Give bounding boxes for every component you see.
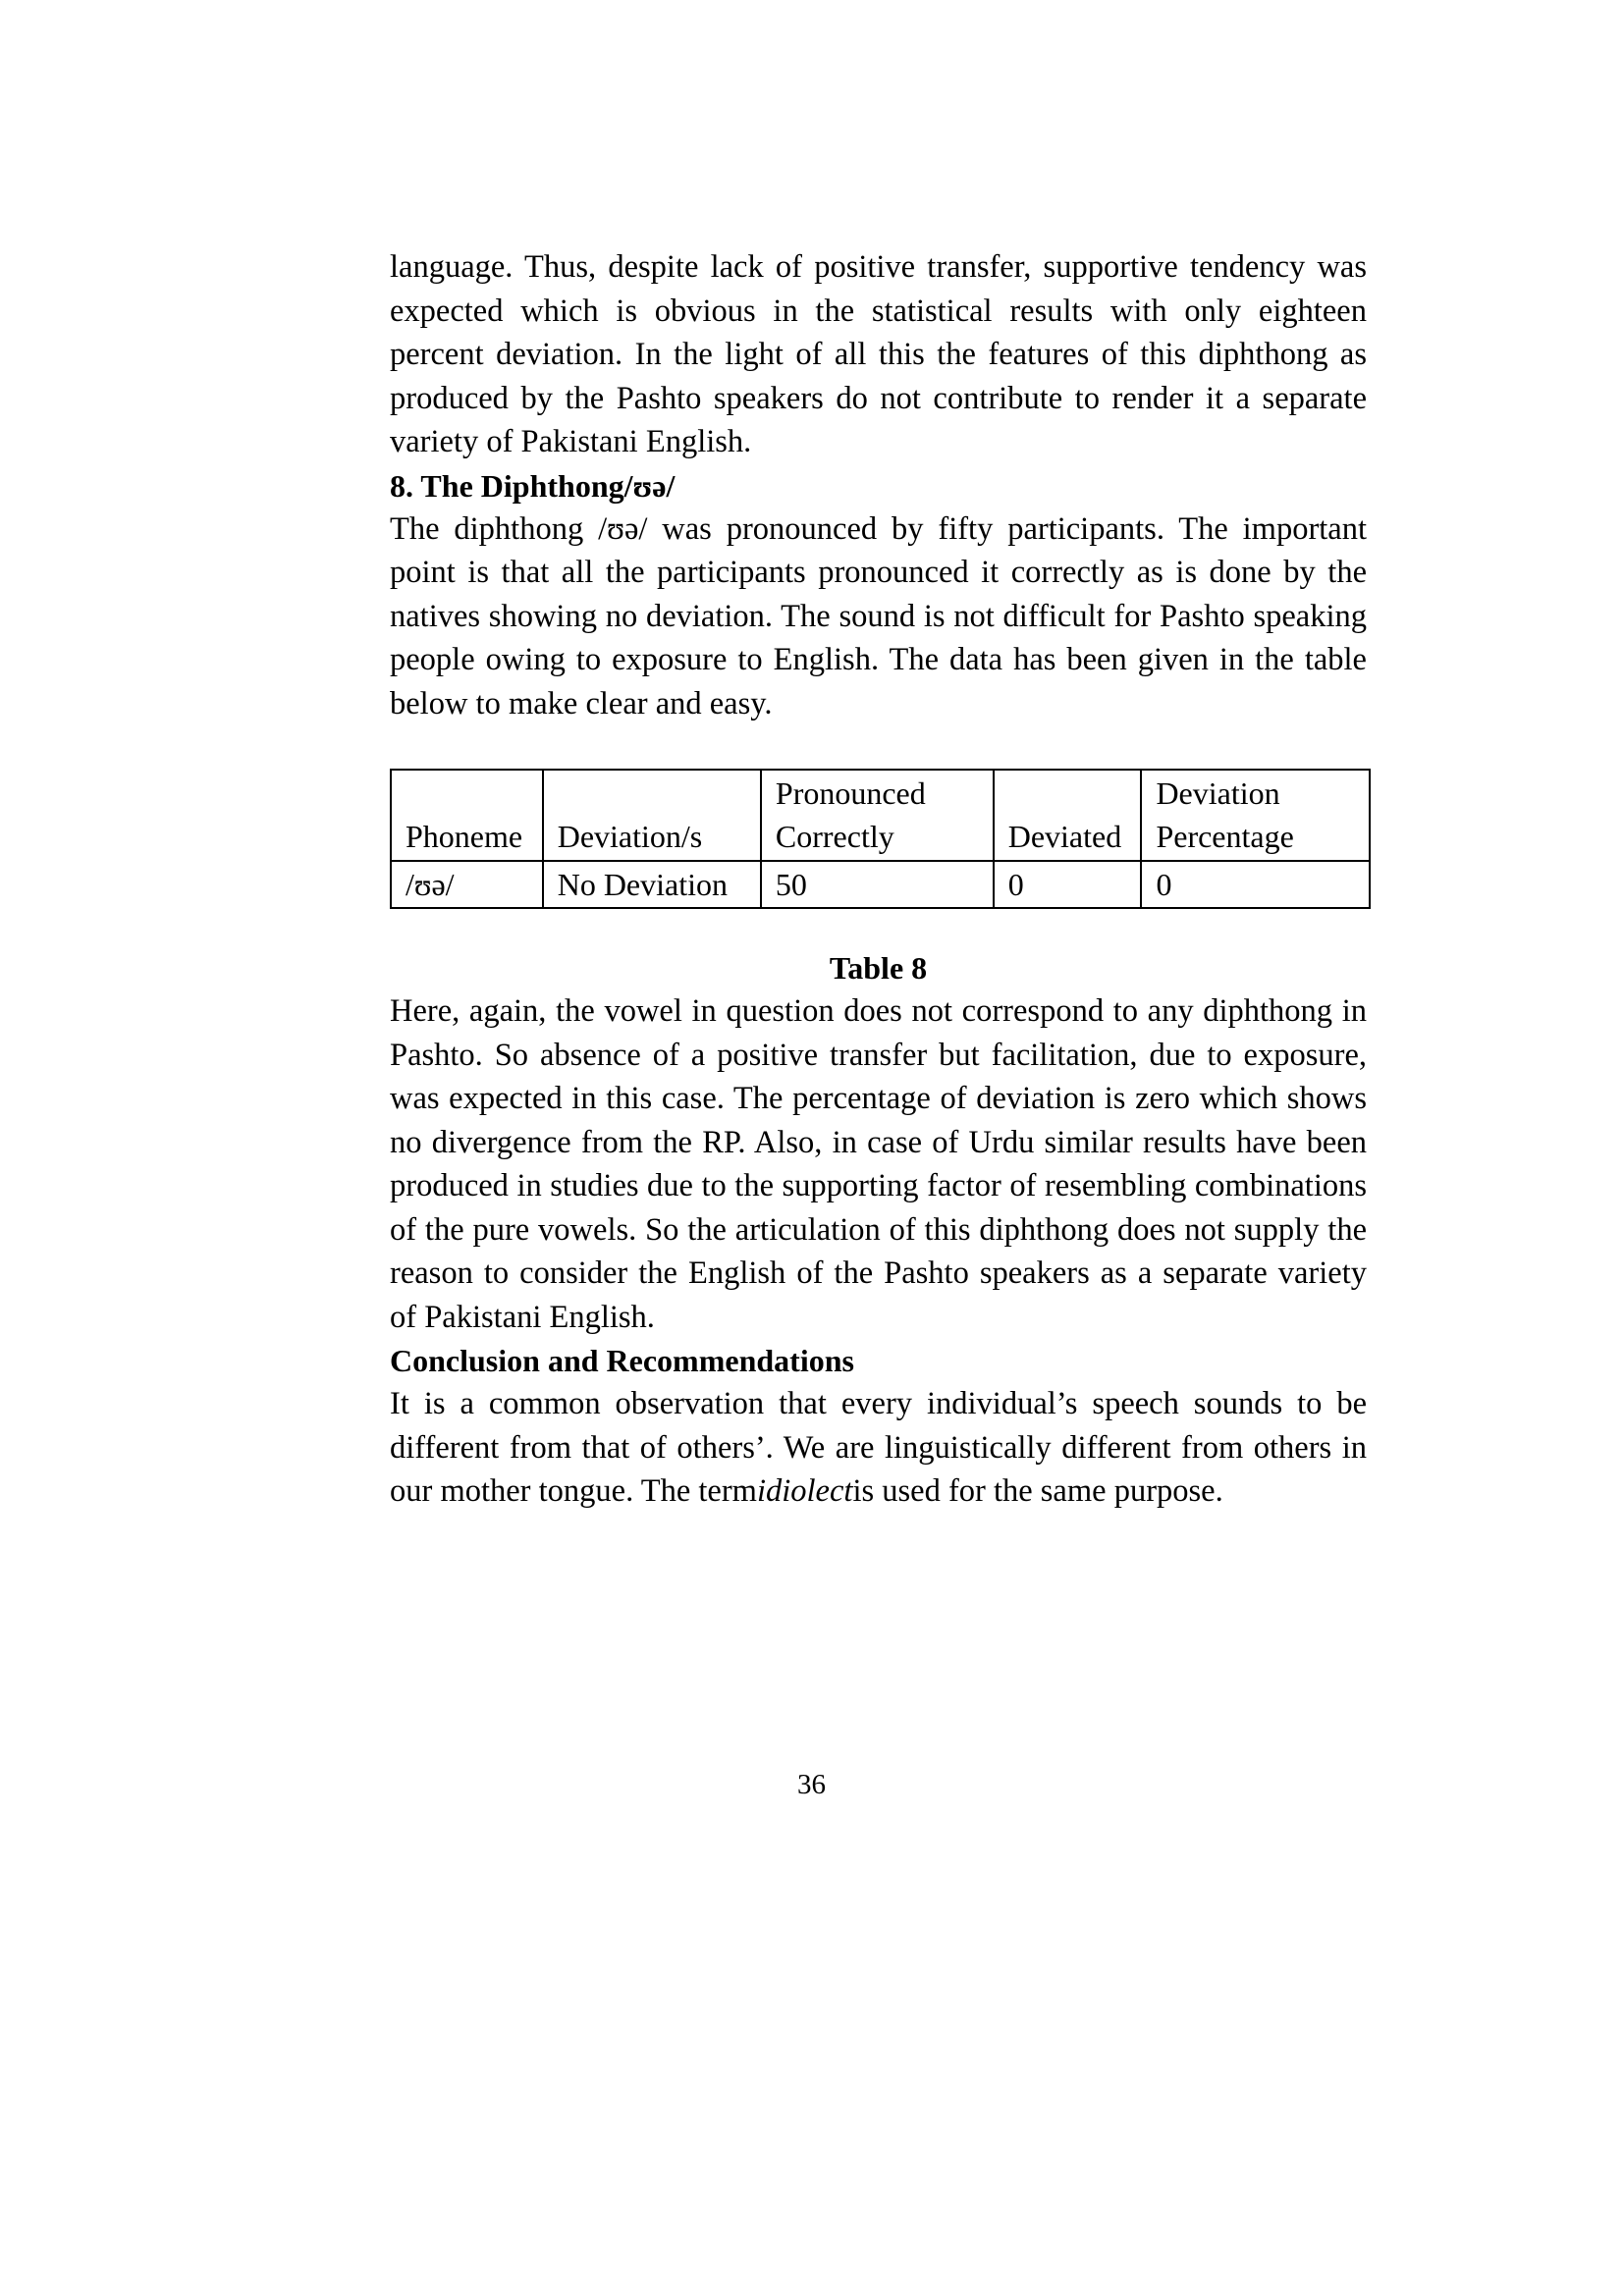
conclusion-paragraph <box>390 1382 1367 1514</box>
header-deviations: Deviation/s <box>543 770 761 861</box>
section-heading: 8. The Diphthong/ʊə/ <box>390 467 676 504</box>
header-deviation-percentage <box>1141 770 1370 861</box>
deviation-table <box>390 769 1371 909</box>
cell-phoneme: /ʊə/ <box>391 861 543 908</box>
conclusion-heading: Conclusion and Recommendations <box>390 1343 854 1378</box>
cell-percentage: 0 <box>1141 861 1370 908</box>
table-row <box>391 861 1370 908</box>
header-pronounced-line2: Correctly <box>775 819 894 854</box>
header-percentage-line1: Deviation <box>1156 775 1280 811</box>
header-deviated: Deviated <box>994 770 1142 861</box>
header-percentage-line2: Percentage <box>1156 819 1294 854</box>
cell-pronounced: 50 <box>761 861 994 908</box>
discussion-paragraph: Here, again, the vowel in question does not correspond to any diphthong in Pashto. So absence of a positive transfer but facilitation, due to exposure, was expected in this case. The percentage of deviation is zero which shows no divergence from the RP. Also, in case of Urdu similar results have been produced in studies due to the supporting factor of resembling combinations of the pure vowels. So the articulation of this diphthong does not supply the reason to consider the English of the Pashto speakers as a separate variety of Pakistani English. <box>390 993 1367 1335</box>
page-number: 36 <box>797 1769 826 1800</box>
conclusion-text-before: It is a common observation that every individual’s speech sounds to be different from that of others’. We are linguistically different from others in our mother tongue. The term <box>390 1386 1367 1509</box>
cell-deviated: 0 <box>994 861 1142 908</box>
intro-paragraph: The diphthong /ʊə/ was pronounced by fifty participants. The important point is that all the participants pronounced it correctly as is done by the natives showing no deviation. The sound is not difficult for Pashto speaking people owing to exposure to English. The data has been given in the table below to make clear and easy. <box>390 510 1367 721</box>
header-phoneme: Phoneme <box>391 770 543 861</box>
cell-deviations: No Deviation <box>543 861 761 908</box>
table-header-row <box>391 770 1370 861</box>
conclusion-term: idiolect <box>756 1473 853 1509</box>
page-content <box>390 245 1367 1514</box>
table-caption: Table 8 <box>829 950 928 986</box>
continuation-paragraph: language. Thus, despite lack of positive transfer, supportive tendency was expected which is obvious in the statistical results with only eighteen percent deviation. In the light of all this the features of this diphthong as produced by the Pashto speakers do not contribute to render it a separate variety of Pakistani English. <box>390 249 1367 459</box>
header-pronounced-line1: Pronounced <box>775 775 926 811</box>
conclusion-text-after: is used for the same purpose. <box>852 1473 1223 1509</box>
header-pronounced-correctly <box>761 770 994 861</box>
